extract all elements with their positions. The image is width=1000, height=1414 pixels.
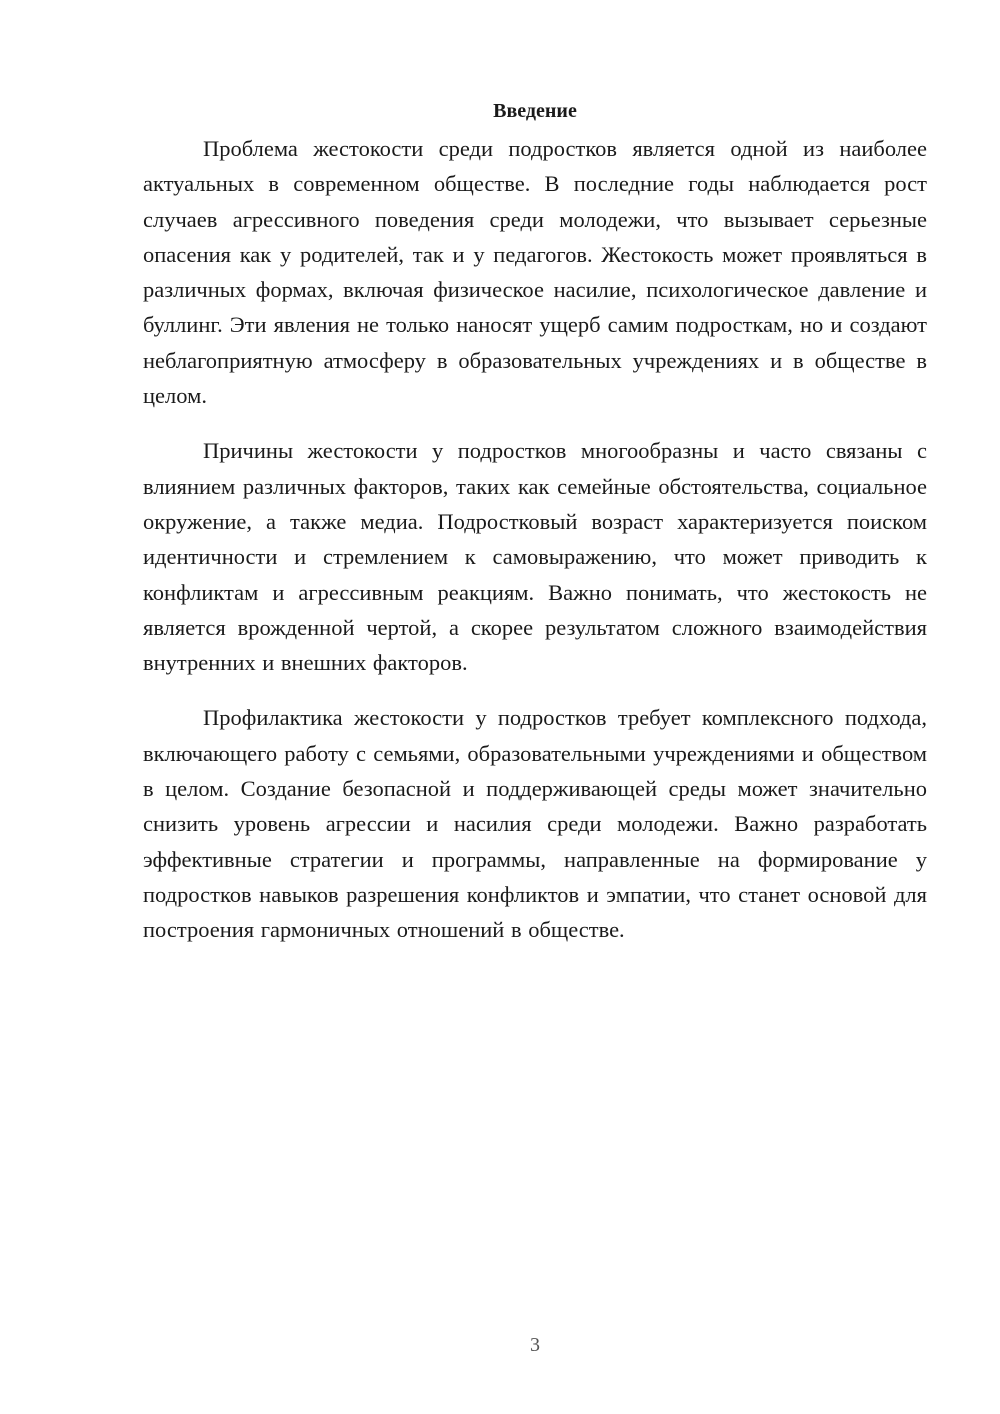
section-title: Введение [493, 100, 577, 122]
page-number: 3 [530, 1334, 540, 1356]
paragraph-1: Проблема жестокости среди подростков является одной из наиболее актуальных в современном обществе. В последние годы наблюдается рост случаев агрессивного поведения среди молодежи, что вызывает серьезные опасения как у родителей, так и у педагогов. Жестокость может проявляться в различных формах, включая физическое насилие, психологическое давление и буллинг. Эти явления не только наносят ущерб самим подросткам, но и создают неблагоприятную атмосферу в образовательных учреждениях и в обществе в целом. [143, 136, 927, 409]
page-content [143, 97, 927, 968]
paragraph-2: Причины жестокости у подростков многообразны и часто связаны с влиянием различных факторов, таких как семейные обстоятельства, социальное окружение, а также медиа. Подростковый возраст характеризуется поиском идентичности и стремлением к самовыражению, что может приводить к конфликтам и агрессивным реакциям. Важно понимать, что жестокость не является врожденной чертой, а скорее результатом сложного взаимодействия внутренних и внешних факторов. [143, 438, 927, 676]
paragraph-3: Профилактика жестокости у подростков требует комплексного подхода, включающего работу с семьями, образовательными учреждениями и обществом в целом. Создание безопасной и поддерживающей среды может значительно снизить уровень агрессии и насилия среди молодежи. Важно разработать эффективные стратегии и программы, направленные на формирование у подростков навыков разрешения конфликтов и эмпатии, что станет основой для построения гармоничных отношений в обществе. [143, 705, 927, 943]
